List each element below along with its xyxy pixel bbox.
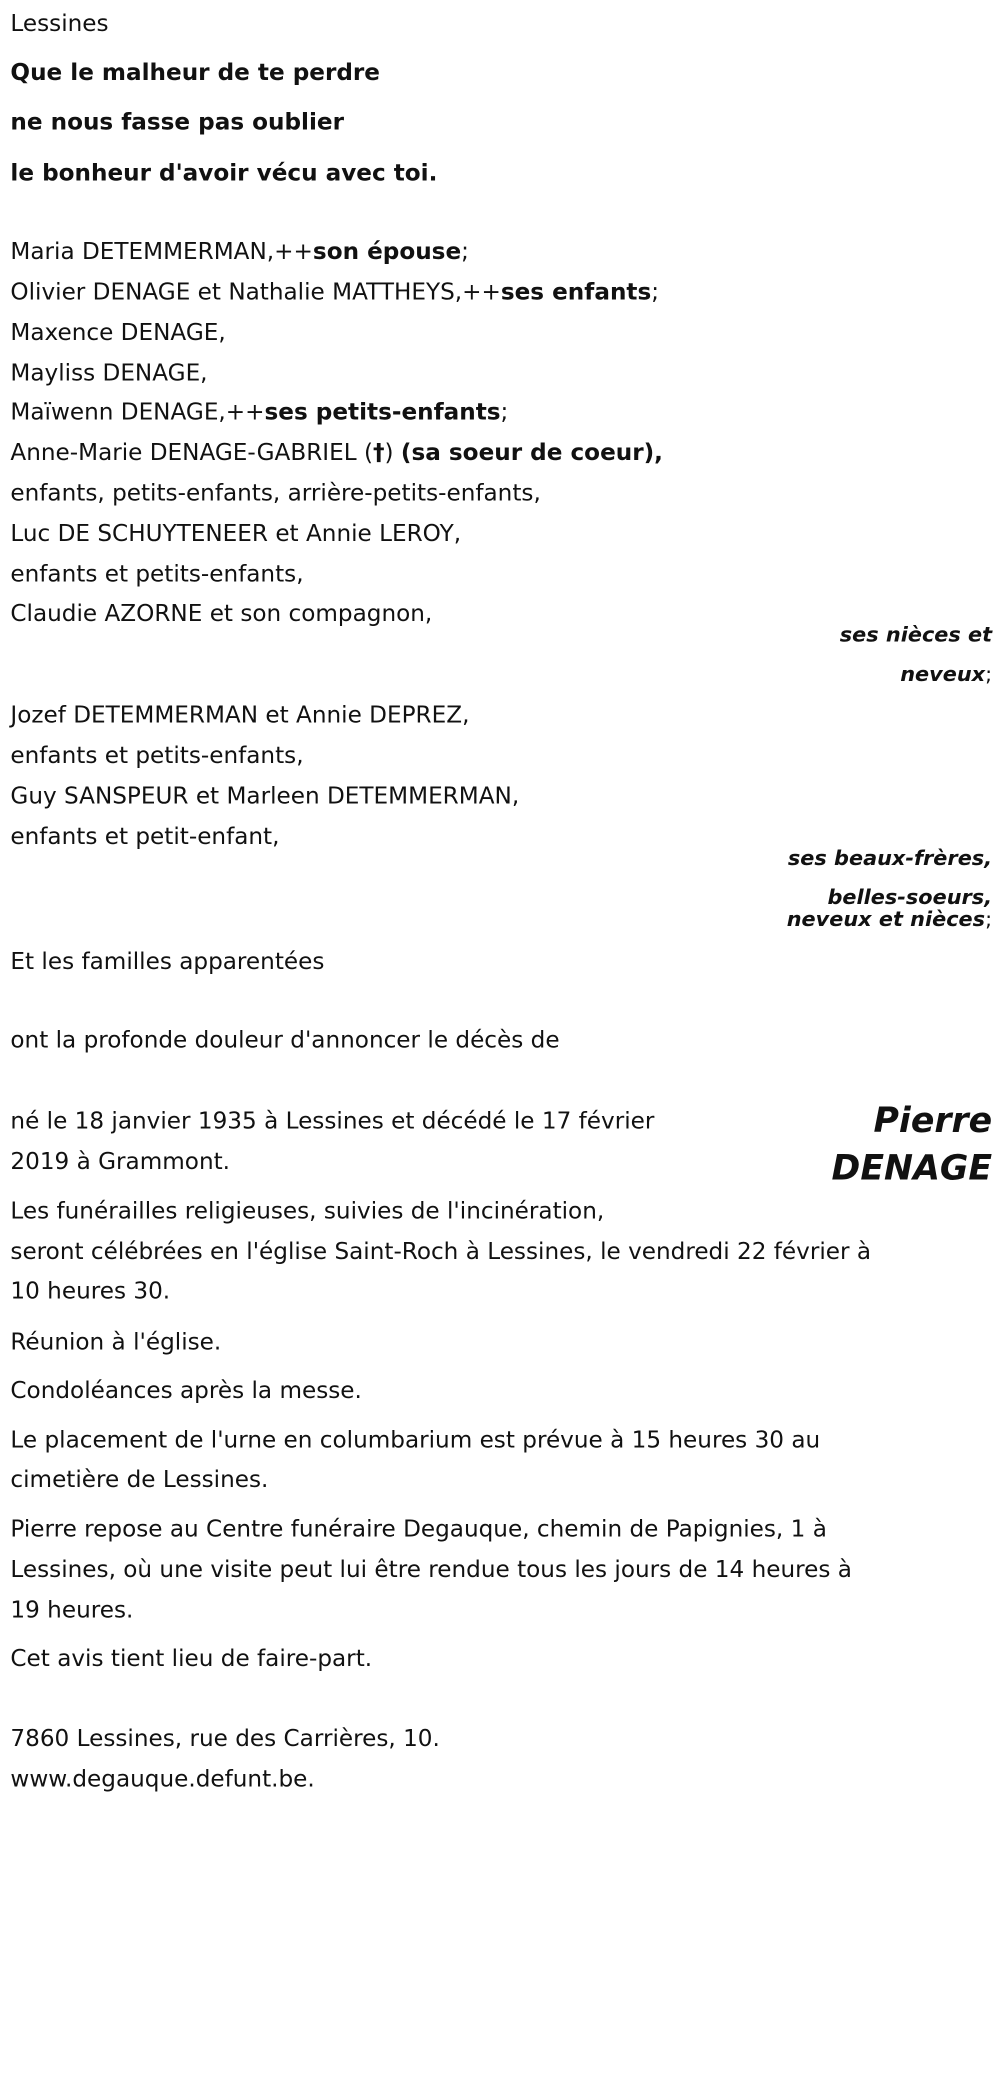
family-line: Jozef DETEMMERMAN et Annie DEPREZ, xyxy=(10,700,470,729)
rest-line: 19 heures. xyxy=(10,1595,134,1624)
notice-line: Cet avis tient lieu de faire-part. xyxy=(10,1644,373,1673)
nieces-label: ses nièces et xyxy=(839,623,993,648)
related-families: Et les familles apparentées xyxy=(10,947,325,975)
deceased-last-name: DENAGE xyxy=(831,1148,993,1189)
inlaws-label: belles-soeurs, xyxy=(827,885,993,911)
inlaws-label: ses beaux-frères, xyxy=(787,846,993,871)
family-sister: Anne-Marie DENAGE-GABRIEL (†) (sa soeur de coeur), xyxy=(10,438,663,466)
funeral-line: Les funérailles religieuses, suivies de l'incinération, xyxy=(10,1196,605,1225)
announcement: ont la profonde douleur d'annoncer le décès de xyxy=(10,1025,560,1054)
family-line: Luc DE SCHUYTENEER et Annie LEROY, xyxy=(10,519,462,547)
place-heading: Lessines xyxy=(10,9,109,38)
family-line: Guy SANSPEUR et Marleen DETEMMERMAN, xyxy=(10,781,520,810)
inlaws-label: neveux et nièces; xyxy=(786,907,993,932)
family-grandchildren: Maïwenn DENAGE,++ses petits-enfants; xyxy=(10,397,509,426)
funeral-line: seront célébrées en l'église Saint-Roch à Lessines, le vendredi 22 février à xyxy=(10,1237,872,1265)
family-line: Claudie AZORNE et son compagnon, xyxy=(10,598,433,627)
family-grandchild: Mayliss DENAGE, xyxy=(10,358,208,387)
family-line: enfants et petits-enfants, xyxy=(10,741,304,769)
cross-icon: † xyxy=(372,438,385,466)
rest-line: Pierre repose au Centre funéraire Degauque, chemin de Papignies, 1 à xyxy=(10,1514,827,1543)
condolences-note: Condoléances après la messe. xyxy=(10,1375,362,1404)
footer-address: 7860 Lessines, rue des Carrières, 10. xyxy=(10,1724,440,1752)
deceased-first-name: Pierre xyxy=(873,1100,993,1142)
poem-line: Que le malheur de te perdre xyxy=(10,57,381,86)
urn-line: cimetière de Lessines. xyxy=(10,1465,269,1493)
birth-death-line: né le 18 janvier 1935 à Lessines et décédé le 17 février xyxy=(10,1106,655,1135)
family-wife: Maria DETEMMERMAN,++son épouse; xyxy=(10,237,469,265)
family-children: Olivier DENAGE et Nathalie MATTHEYS,++ses enfants; xyxy=(10,277,660,306)
family-line: enfants et petit-enfant, xyxy=(10,822,280,850)
rest-line: Lessines, où une visite peut lui être rendue tous les jours de 14 heures à xyxy=(10,1555,852,1583)
footer-website-link[interactable]: www.degauque.defunt.be. xyxy=(10,1764,315,1793)
urn-line: Le placement de l'urne en columbarium est prévue à 15 heures 30 au xyxy=(10,1425,821,1454)
meeting-note: Réunion à l'église. xyxy=(10,1327,222,1356)
birth-death-line: 2019 à Grammont. xyxy=(10,1147,231,1175)
poem-line: ne nous fasse pas oublier xyxy=(10,107,344,136)
nieces-label: neveux; xyxy=(900,662,993,687)
family-line: enfants et petits-enfants, xyxy=(10,559,304,588)
family-grandchild: Maxence DENAGE, xyxy=(10,317,226,346)
family-line: enfants, petits-enfants, arrière-petits-enfants, xyxy=(10,478,541,507)
poem-line: le bonheur d'avoir vécu avec toi. xyxy=(10,158,438,187)
funeral-line: 10 heures 30. xyxy=(10,1276,171,1305)
